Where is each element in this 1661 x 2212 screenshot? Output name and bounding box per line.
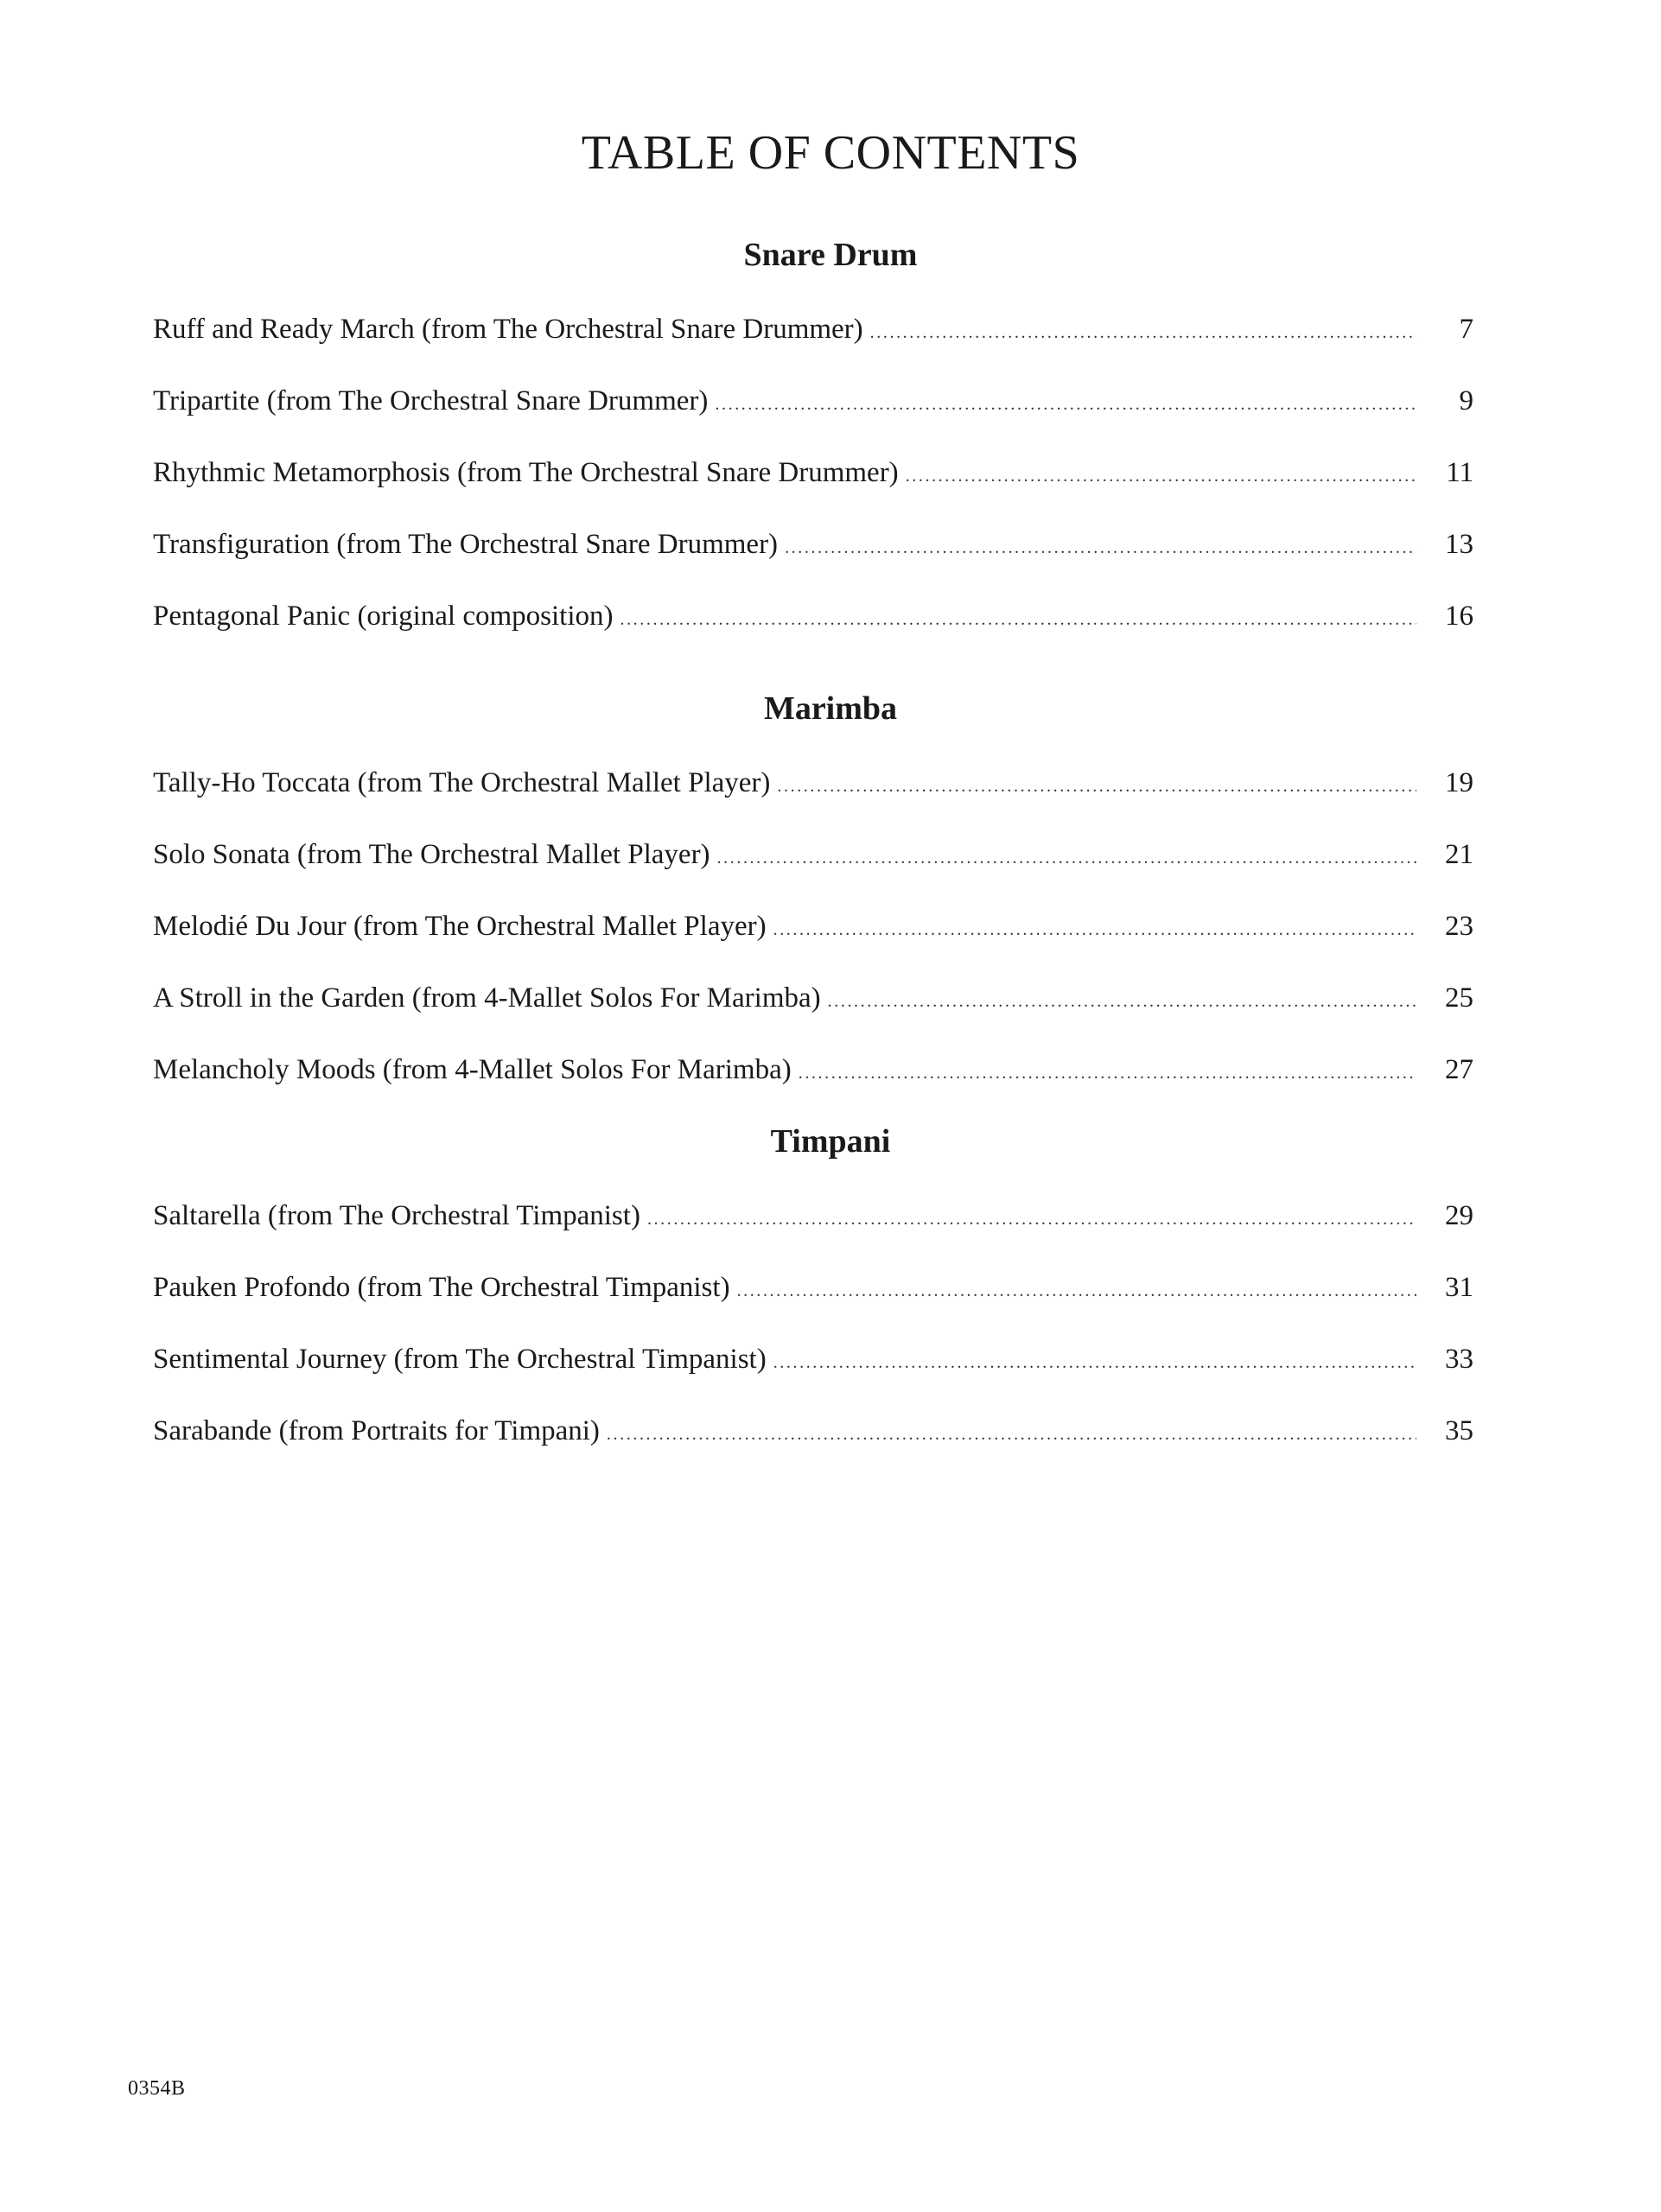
- toc-entry-page: 16: [1445, 601, 1473, 632]
- toc-entry-title: Ruff and Ready March (from The Orchestral Snare Drummer): [153, 314, 863, 345]
- toc-list: [153, 767, 1473, 1126]
- toc-entry[interactable]: [153, 385, 1473, 457]
- dot-leader: [717, 849, 1416, 868]
- toc-entry[interactable]: [153, 911, 1473, 982]
- toc-entry-page: 9: [1459, 385, 1473, 416]
- toc-entry-title: Melodié Du Jour (from The Orchestral Mallet Player): [153, 911, 767, 942]
- toc-entry-title: Pauken Profondo (from The Orchestral Timpanist): [153, 1272, 730, 1303]
- toc-entry[interactable]: [153, 1272, 1473, 1344]
- dot-leader: [777, 777, 1416, 797]
- dot-leader: [607, 1425, 1416, 1445]
- toc-entry-title: Tally-Ho Toccata (from The Orchestral Mallet Player): [153, 767, 771, 798]
- toc-entry-title: Rhythmic Metamorphosis (from The Orchestral Snare Drummer): [153, 457, 899, 488]
- dot-leader: [620, 610, 1416, 630]
- section-heading: Timpani: [770, 1123, 891, 1160]
- toc-entry-page: 29: [1445, 1200, 1473, 1231]
- section-heading: Snare Drum: [743, 237, 918, 273]
- dot-leader: [906, 467, 1416, 486]
- toc-entry[interactable]: [153, 314, 1473, 385]
- dot-leader: [799, 1064, 1416, 1084]
- toc-entry-page: 21: [1445, 839, 1473, 870]
- toc-entry[interactable]: [153, 601, 1473, 672]
- toc-entry-page: 35: [1445, 1415, 1473, 1446]
- toc-entry-title: Solo Sonata (from The Orchestral Mallet Player): [153, 839, 710, 870]
- section-snare-drum: [0, 229, 1661, 639]
- toc-entry-title: Tripartite (from The Orchestral Snare Drummer): [153, 385, 709, 416]
- toc-entry[interactable]: [153, 457, 1473, 529]
- toc-list: [153, 1200, 1473, 1487]
- dot-leader: [773, 1353, 1416, 1373]
- catalog-code: 0354B: [128, 2077, 186, 2100]
- dot-leader: [647, 1210, 1416, 1230]
- toc-entry-page: 25: [1445, 982, 1473, 1014]
- toc-list: [153, 314, 1473, 672]
- dot-leader: [870, 323, 1416, 343]
- toc-entry-page: 11: [1446, 457, 1473, 488]
- section-timpani: [0, 1116, 1661, 1454]
- toc-entry-page: 19: [1445, 767, 1473, 798]
- dot-leader: [715, 395, 1416, 415]
- toc-entry-title: A Stroll in the Garden (from 4-Mallet Solos For Marimba): [153, 982, 821, 1014]
- dot-leader: [785, 538, 1416, 558]
- toc-entry-title: Transfiguration (from The Orchestral Snare Drummer): [153, 529, 779, 560]
- toc-entry[interactable]: [153, 982, 1473, 1054]
- toc-entry-title: Melancholy Moods (from 4-Mallet Solos For Marimba): [153, 1054, 792, 1085]
- dot-leader: [773, 920, 1416, 940]
- dot-leader: [828, 992, 1416, 1012]
- section-heading: Marimba: [763, 690, 898, 727]
- toc-entry-page: 7: [1459, 314, 1473, 345]
- toc-entry[interactable]: [153, 1200, 1473, 1272]
- toc-entry-page: 27: [1445, 1054, 1473, 1085]
- toc-entry-title: Sentimental Journey (from The Orchestral Timpanist): [153, 1344, 767, 1375]
- toc-entry-title: Saltarella (from The Orchestral Timpanist): [153, 1200, 640, 1231]
- toc-entry-page: 23: [1445, 911, 1473, 942]
- dot-leader: [737, 1281, 1416, 1301]
- toc-entry[interactable]: [153, 839, 1473, 911]
- toc-entry-page: 33: [1445, 1344, 1473, 1375]
- toc-entry[interactable]: [153, 1344, 1473, 1415]
- toc-entry-page: 31: [1445, 1272, 1473, 1303]
- section-marimba: [0, 683, 1661, 1093]
- toc-entry-title: Sarabande (from Portraits for Timpani): [153, 1415, 600, 1446]
- page-title: TABLE OF CONTENTS: [581, 126, 1080, 180]
- toc-entry-page: 13: [1445, 529, 1473, 560]
- toc-entry-title: Pentagonal Panic (original composition): [153, 601, 614, 632]
- toc-entry[interactable]: [153, 529, 1473, 601]
- toc-entry[interactable]: [153, 767, 1473, 839]
- toc-entry[interactable]: [153, 1415, 1473, 1487]
